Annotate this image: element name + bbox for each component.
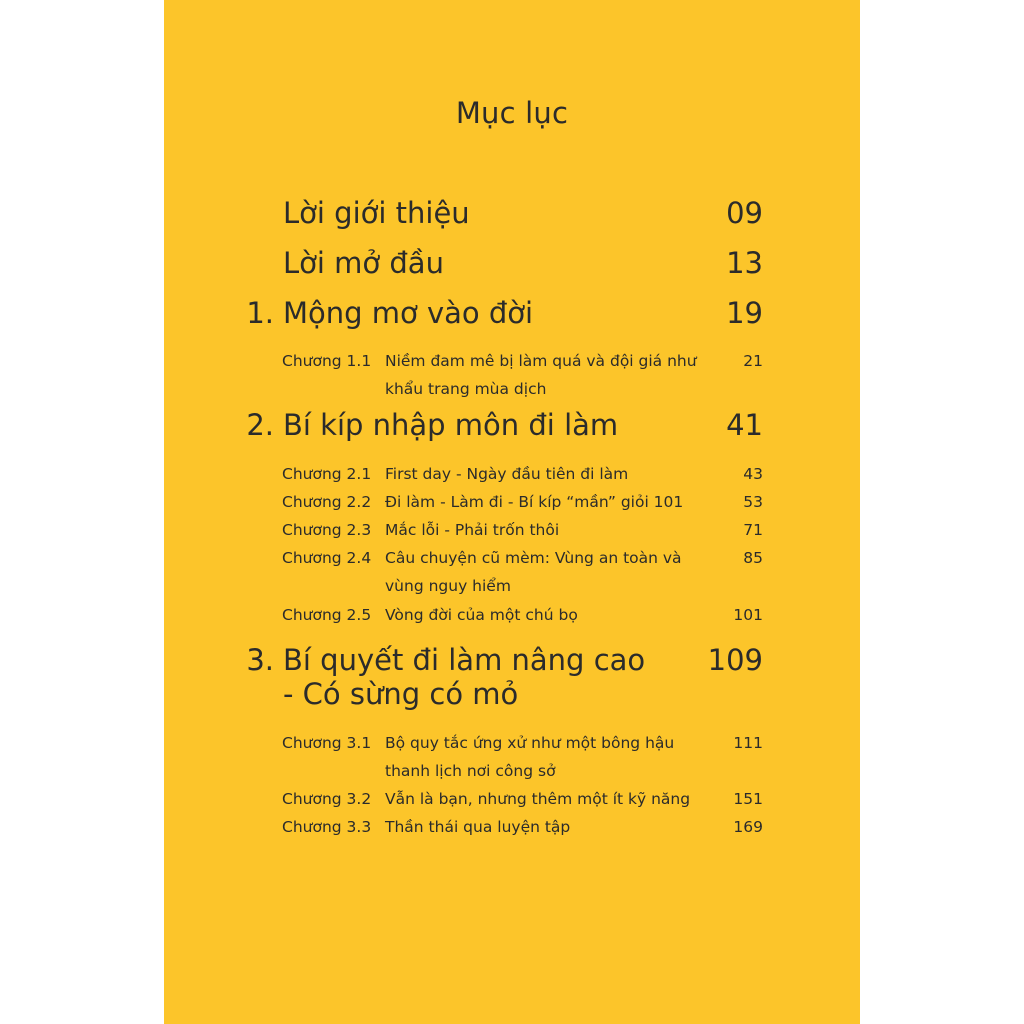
chapter-page: 53 — [743, 493, 763, 511]
chapter-page: 151 — [733, 790, 763, 808]
part-title: Bí kíp nhập môn đi làm — [283, 408, 619, 442]
part-title-line-2: - Có sừng có mỏ — [283, 677, 519, 711]
toc-title: Mục lục — [455, 96, 569, 130]
chapter-title-line-2: thanh lịch nơi công sở — [385, 762, 556, 780]
chapter-title: Đi làm - Làm đi - Bí kíp “mần” giỏi 101 — [385, 493, 684, 511]
entry-title: Lời mở đầu — [283, 246, 444, 280]
chapter-title-line-1: Bộ quy tắc ứng xử như một bông hậu — [385, 734, 675, 752]
part-number: 3. — [246, 643, 274, 677]
chapter-label: Chương 3.1 — [282, 734, 372, 752]
chapter-title-line-1: Câu chuyện cũ mèm: Vùng an toàn và — [385, 549, 682, 567]
chapter-title: Mắc lỗi - Phải trốn thôi — [385, 521, 560, 539]
chapter-title-line-2: vùng nguy hiểm — [385, 577, 511, 595]
part-page: 19 — [726, 296, 763, 330]
chapter-title: Thần thái qua luyện tập — [385, 818, 571, 836]
chapter-label: Chương 2.4 — [282, 549, 372, 567]
chapter-title: First day - Ngày đầu tiên đi làm — [385, 465, 629, 483]
chapter-page: 101 — [733, 606, 763, 624]
part-title-line-1: Bí quyết đi làm nâng cao — [283, 643, 646, 677]
toc-chapter-3-1[interactable] — [164, 729, 860, 785]
chapter-title-line-1: Niềm đam mê bị làm quá và đội giá như — [385, 352, 697, 370]
chapter-label: Chương 2.1 — [282, 465, 372, 483]
chapter-label: Chương 2.5 — [282, 606, 372, 624]
entry-title: Lời giới thiệu — [283, 196, 470, 230]
chapter-label: Chương 1.1 — [282, 352, 372, 370]
part-page: 41 — [726, 408, 763, 442]
part-number: 2. — [246, 408, 274, 442]
chapter-page: 21 — [743, 352, 763, 370]
entry-page: 09 — [726, 196, 763, 230]
chapter-page: 43 — [743, 465, 763, 483]
chapter-label: Chương 2.3 — [282, 521, 372, 539]
chapter-page: 169 — [733, 818, 763, 836]
toc-chapter-1-1[interactable] — [164, 347, 860, 403]
chapter-page: 111 — [733, 734, 763, 752]
toc-part-3[interactable] — [164, 643, 860, 711]
chapter-page: 71 — [743, 521, 763, 539]
chapter-title-line-2: khẩu trang mùa dịch — [385, 380, 547, 398]
chapter-page: 85 — [743, 549, 763, 567]
toc-page — [164, 0, 860, 1024]
chapter-label: Chương 3.3 — [282, 818, 372, 836]
chapter-label: Chương 2.2 — [282, 493, 372, 511]
part-title: Mộng mơ vào đời — [283, 296, 534, 330]
chapter-title: Vẫn là bạn, nhưng thêm một ít kỹ năng — [385, 790, 691, 808]
entry-page: 13 — [726, 246, 763, 280]
part-page: 109 — [707, 643, 763, 677]
chapter-title: Vòng đời của một chú bọ — [385, 606, 578, 624]
part-number: 1. — [246, 296, 274, 330]
chapter-label: Chương 3.2 — [282, 790, 372, 808]
toc-chapter-2-4[interactable] — [164, 544, 860, 600]
